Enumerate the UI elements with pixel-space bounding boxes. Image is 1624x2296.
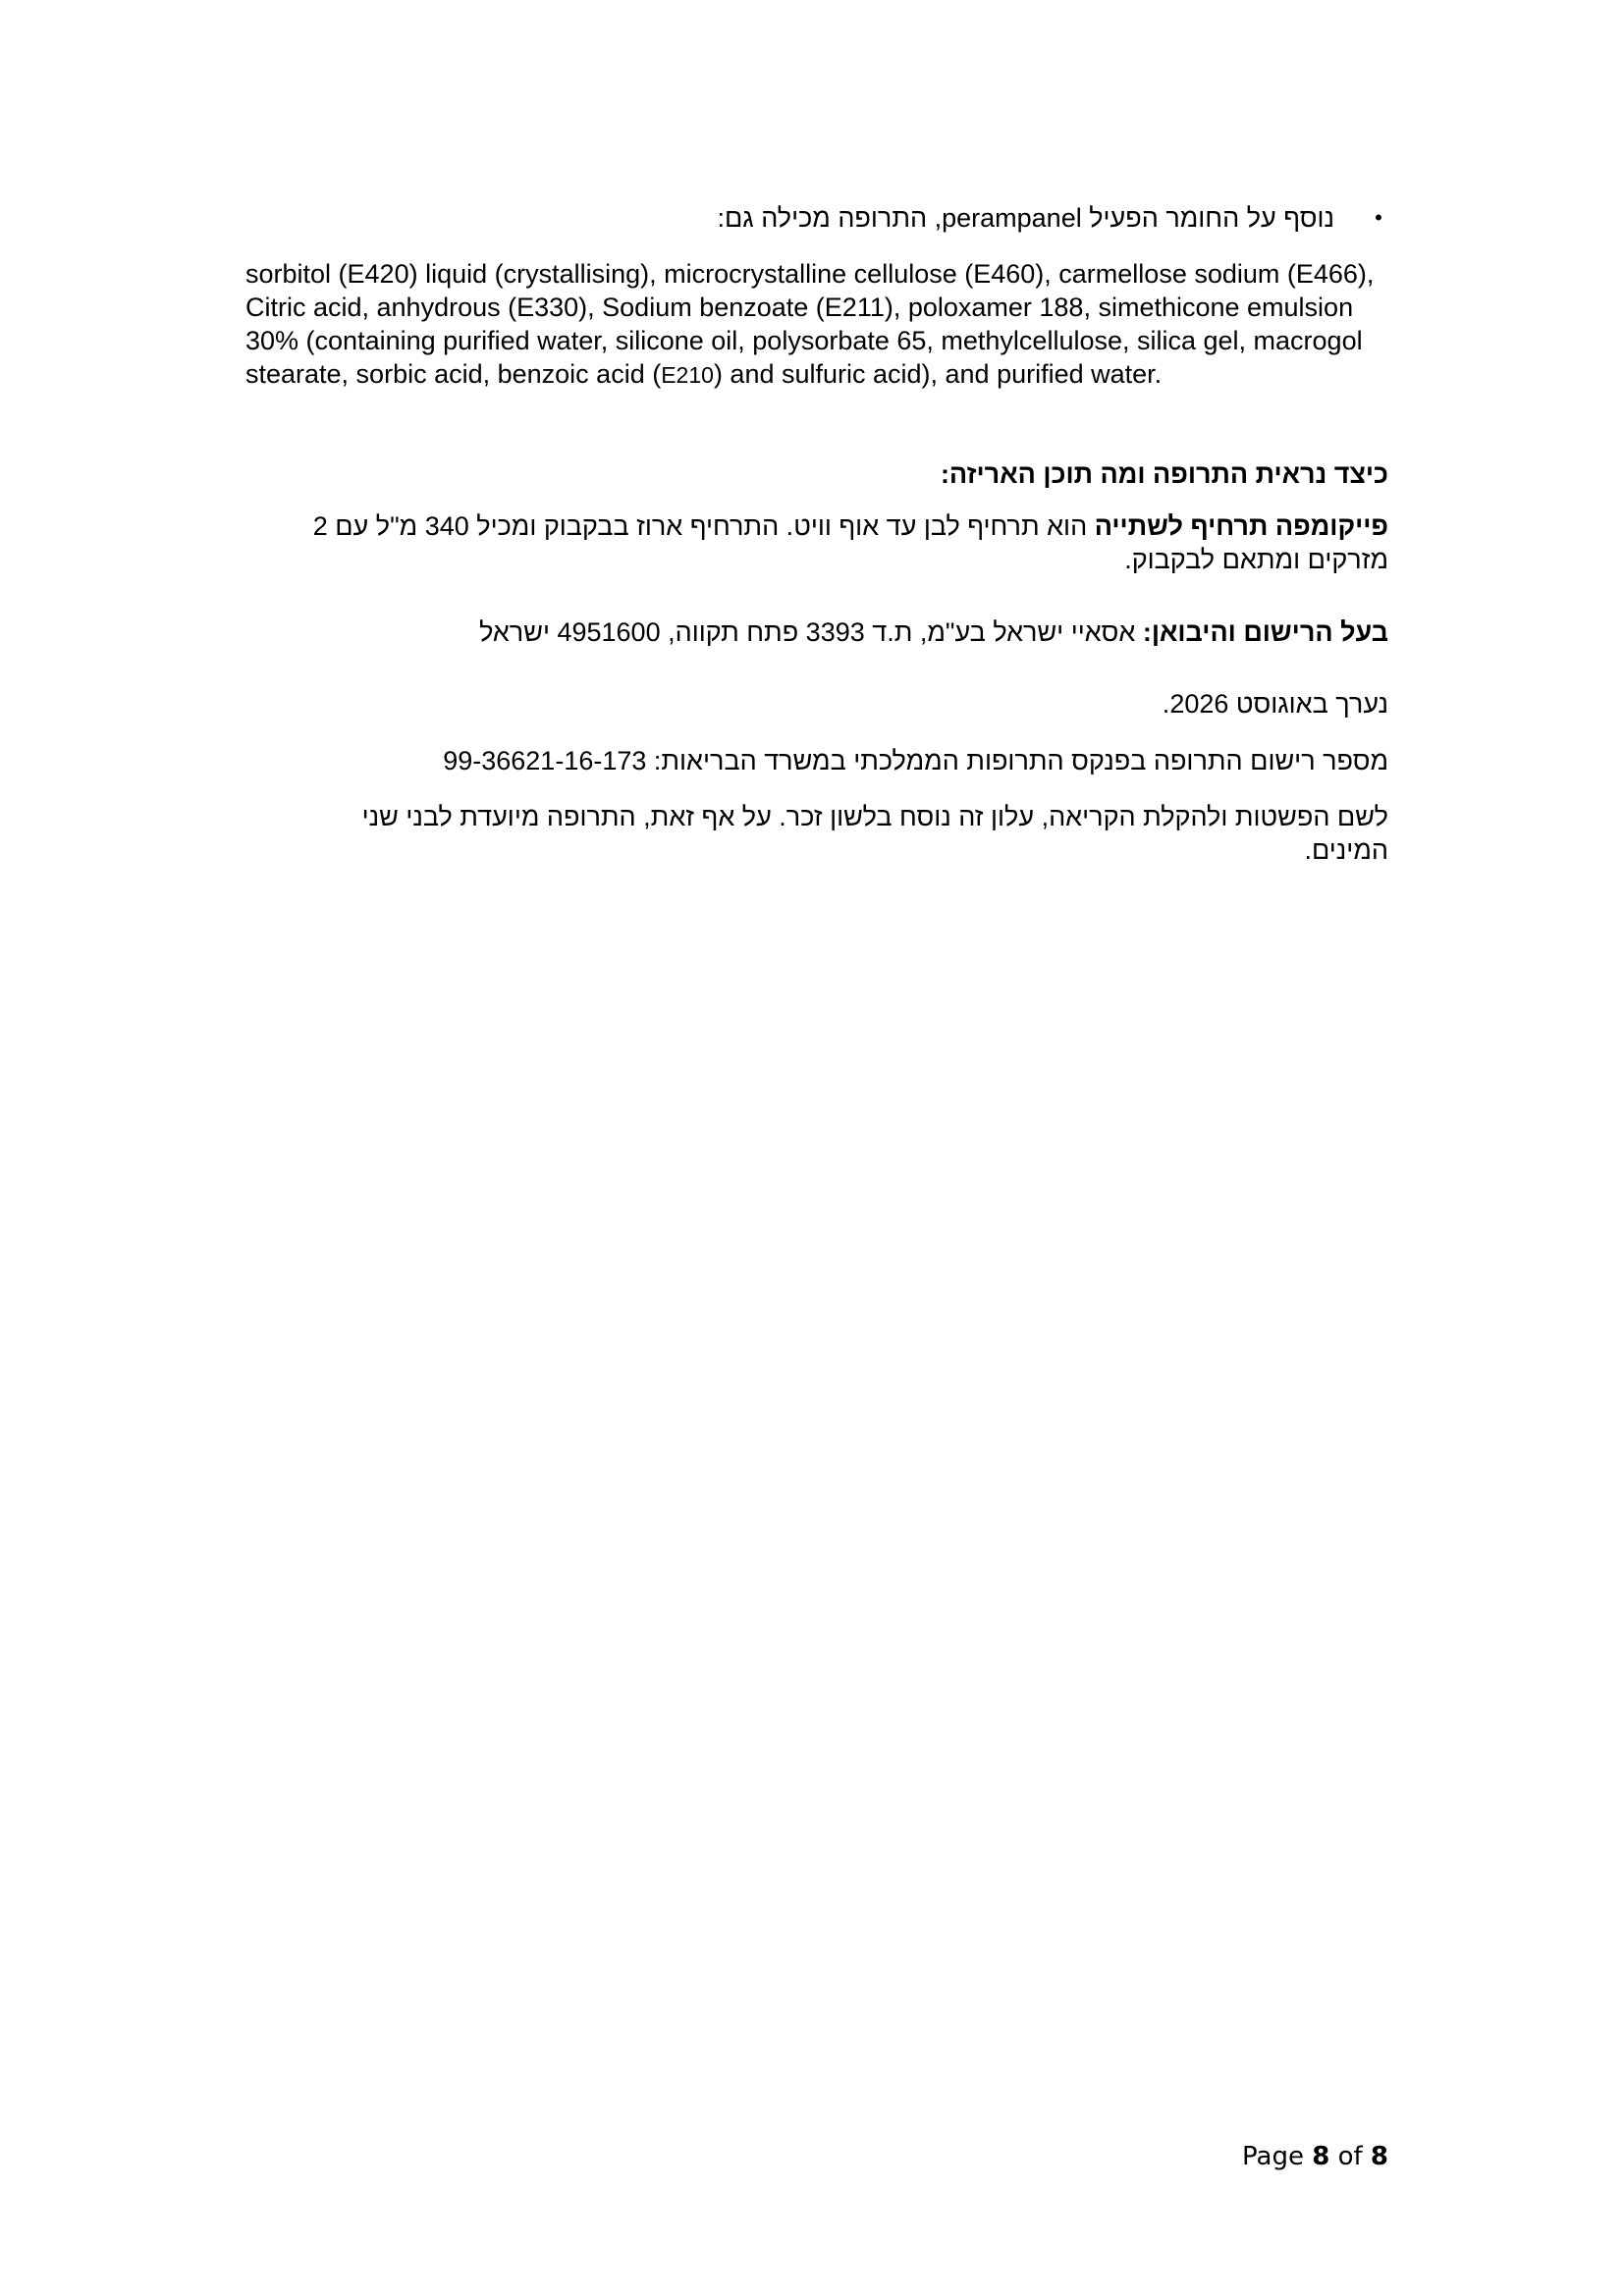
- bullet-icon: •: [1375, 205, 1382, 230]
- registration-number: מספר רישום התרופה בפנקס התרופות הממלכתי במשרד הבריאות: 99-36621-16-173: [443, 746, 1388, 775]
- product-name: פייקומפה תרחיף לשתייה: [1094, 511, 1388, 541]
- page-of-word: of: [1337, 2142, 1363, 2171]
- page-total: 8: [1370, 2142, 1388, 2171]
- appearance-heading: כיצד נראית התרופה ומה תוכן האריזה:: [940, 459, 1388, 489]
- bullet-list-item: [638, 201, 1388, 235]
- appearance-paragraph: [260, 509, 1388, 576]
- ingredients-paragraph: [245, 257, 1388, 392]
- ingredients-text-part1: sorbitol (E420) liquid (crystallising), microcrystalline cellulose (E460), carmellose sodium (E466), Citric acid, anhydrous (E330), Sodium benzoate (E211), poloxamer 188, simethicone emulsion 30% (containing purified water, silicone oil, polysorbate 65, methylcellulose, silica gel, macrogol stearate, sorbic acid, benzoic acid (: [245, 259, 1375, 389]
- appearance-description: הוא תרחיף לבן עד אוף וויט. התרחיף ארוז בבקבוק ומכיל 340 מ"ל עם 2 מזרקים ומתאם לבקבוק.: [312, 511, 1388, 574]
- ingredients-text-part2: ) and sulfuric acid), and purified water.: [713, 359, 1163, 389]
- ingredients-e210: E210: [661, 362, 714, 388]
- edited-date: נערך באוגוסט 2026.: [1162, 689, 1388, 719]
- page-number: [1242, 2140, 1388, 2173]
- registration-holder-label: בעל הרישום והיבואן:: [1142, 617, 1388, 647]
- registration-holder-value: אסאיי ישראל בע"מ, ת.ד 3393 פתח תקווה, 4951600 ישראל: [479, 617, 1143, 647]
- registration-holder: [245, 615, 1388, 649]
- page-current: 8: [1312, 2142, 1330, 2171]
- page-word: Page: [1242, 2142, 1304, 2171]
- gender-note: לשם הפשטות ולהקלת הקריאה, עלון זה נוסח בלשון זכר. על אף זאת, התרופה מיועדת לבני שני המינים.: [361, 802, 1388, 865]
- inactive-ingredients-intro: נוסף על החומר הפעיל perampanel, התרופה מכילה גם:: [717, 203, 1334, 233]
